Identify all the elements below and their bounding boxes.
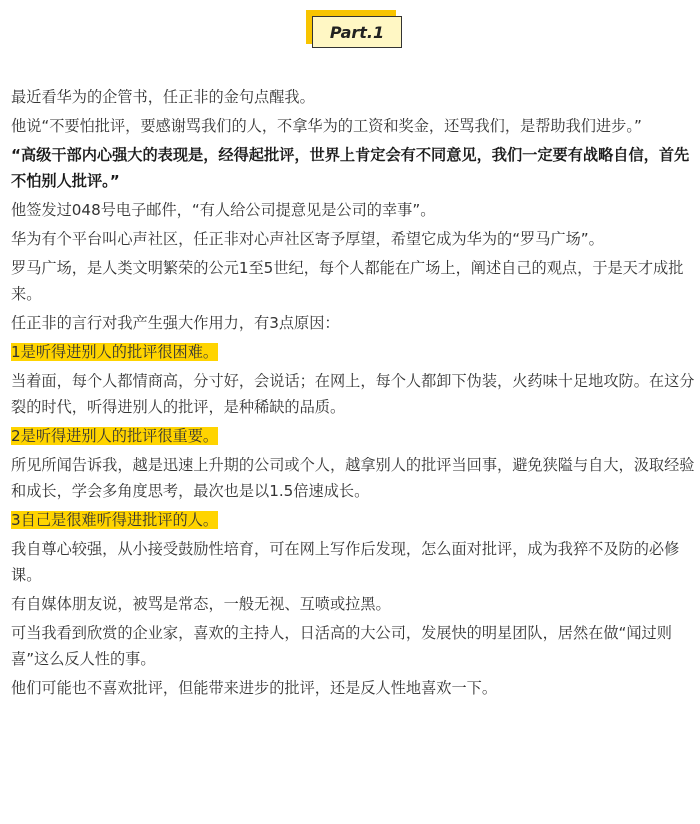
paragraph-text: 华为有个平台叫心声社区，任正非对心声社区寄予厚望，希望它成为华为的“罗马广场”。 (11, 230, 604, 248)
paragraph-text: 当着面，每个人都情商高，分寸好，会说话；在网上，每个人都卸下伪装，火药味十足地攻防。在这分裂的时代，听得进别人的批评，是种稀缺的品质。 (11, 372, 695, 416)
highlighted-text: 1是听得进别人的批评很困难。 (11, 343, 219, 361)
paragraph-text: 他们可能也不喜欢批评，但能带来进步的批评，还是反人性地喜欢一下。 (11, 679, 497, 697)
badge-label: Part.1 (312, 16, 402, 48)
highlighted-text: 3自己是很难听得进批评的人。 (11, 511, 219, 529)
highlighted-point (11, 339, 695, 365)
highlighted-point (11, 507, 695, 533)
paragraph-text: 任正非的言行对我产生强大作用力，有3点原因： (11, 314, 340, 332)
paragraph (11, 591, 695, 617)
paragraph-text: 他说“不要怕批评，要感谢骂我们的人，不拿华为的工资和奖金，还骂我们，是帮助我们进步。” (11, 117, 642, 135)
paragraph-text: “高级干部内心强大的表现是，经得起批评，世界上肯定会有不同意见，我们一定要有战略自信，首先不怕别人批评。” (11, 146, 690, 190)
article-body (11, 84, 695, 704)
paragraph-text: 可当我看到欣赏的企业家，喜欢的主持人，日活高的大公司，发展快的明星团队，居然在做“闻过则喜”这么反人性的事。 (11, 624, 672, 668)
paragraph-text: 罗马广场，是人类文明繁荣的公元1至5世纪，每个人都能在广场上，阐述自己的观点，于是天才成批来。 (11, 259, 684, 303)
paragraph (11, 310, 695, 336)
paragraph-text: 最近看华为的企管书，任正非的金句点醒我。 (11, 88, 315, 106)
bold-quote-paragraph (11, 142, 695, 194)
paragraph (11, 675, 695, 701)
paragraph-text: 所见所闻告诉我，越是迅速上升期的公司或个人，越拿别人的批评当回事，避免狭隘与自大，汲取经验和成长，学会多角度思考，最次也是以1.5倍速成长。 (11, 456, 695, 500)
paragraph (11, 84, 695, 110)
paragraph (11, 113, 695, 139)
section-badge (306, 10, 396, 48)
paragraph (11, 368, 695, 420)
paragraph-text: 有自媒体朋友说，被骂是常态，一般无视、互喷或拉黑。 (11, 595, 391, 613)
paragraph (11, 536, 695, 588)
paragraph (11, 197, 695, 223)
paragraph (11, 226, 695, 252)
paragraph (11, 620, 695, 672)
paragraph (11, 452, 695, 504)
highlighted-point (11, 423, 695, 449)
highlighted-text: 2是听得进别人的批评很重要。 (11, 427, 219, 445)
paragraph-text: 我自尊心较强，从小接受鼓励性培育，可在网上写作后发现，怎么面对批评，成为我猝不及防的必修课。 (11, 540, 680, 584)
paragraph (11, 255, 695, 307)
paragraph-text: 他签发过048号电子邮件，“有人给公司提意见是公司的幸事”。 (11, 201, 436, 219)
